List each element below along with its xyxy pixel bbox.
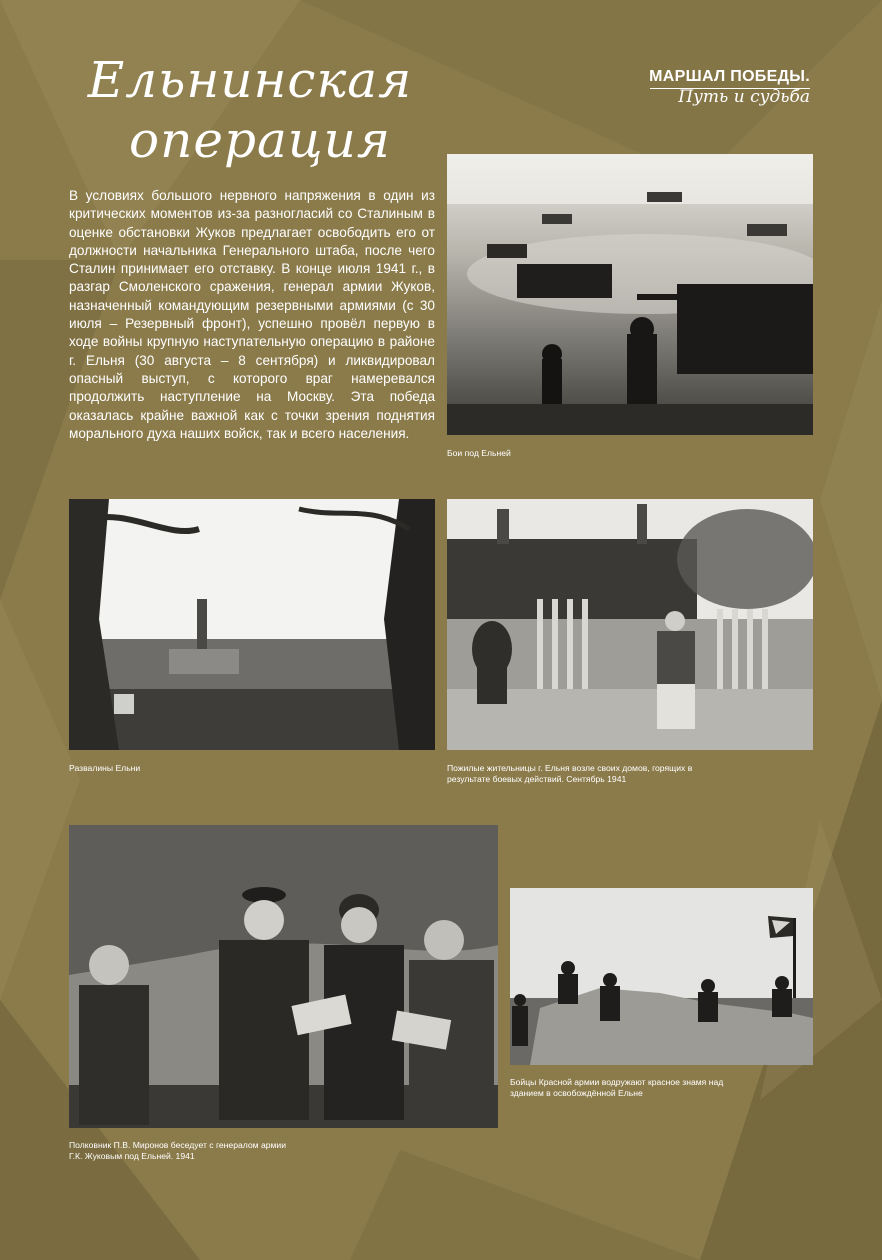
caption-flag: Бойцы Красной армии водружают красное знамя над зданием в освобождённой Ельне <box>510 1077 724 1098</box>
caption-ruins: Развалины Ельни <box>69 763 141 773</box>
title-line-1: Ельнинская <box>87 51 413 109</box>
flag-image <box>510 888 813 1065</box>
photo-mironov-zhukov <box>69 825 498 1128</box>
brand-title: МАРШАЛ ПОБЕДЫ. <box>649 68 810 85</box>
photo-flag <box>510 888 813 1065</box>
intro-paragraph: В условиях большого нервного напряжения в один из критических моментов из-за разногласий со Сталиным в оценке обстановки Жуков предлагает освободить его от должности начальника Генерального штаба, после чего Сталин принимает его отставку. В конце июля 1941 г., в разгар Смоленского сражения, генерал армии Жуков, назначенный командующим резервными армиями (с 30 июля – Резервный фронт), успешно провёл первую в ходе войны крупную наступательную операцию в районе г. Ельня (30 августа – 8 сентября) и ликвидировал опасный выступ, с которого враг намеревался продолжить наступление на Москву. Эта победа оказалась крайне важной как с точки зрения поднятия морального духа наших войск, так и всего населения. <box>69 188 435 441</box>
residents-image <box>447 499 813 750</box>
title-line-2: операция <box>129 111 391 169</box>
photo-ruins <box>69 499 435 750</box>
photo-battle <box>447 154 813 435</box>
ruins-image <box>69 499 435 750</box>
caption-residents: Пожилые жительницы г. Ельня возле своих домов, горящих в результате боевых действий. Сентябрь 1941 <box>447 763 693 784</box>
mironov-zhukov-image <box>69 825 498 1128</box>
battle-image <box>447 154 813 435</box>
brand-logo <box>620 68 810 107</box>
caption-battle: Бои под Ельней <box>447 448 511 458</box>
brand-subtitle: Путь и судьба <box>678 87 810 107</box>
photo-residents <box>447 499 813 750</box>
page-title <box>80 50 420 170</box>
caption-mironov-zhukov: Полковник П.В. Миронов беседует с генералом армии Г.К. Жуковым под Ельней. 1941 <box>69 1140 287 1161</box>
